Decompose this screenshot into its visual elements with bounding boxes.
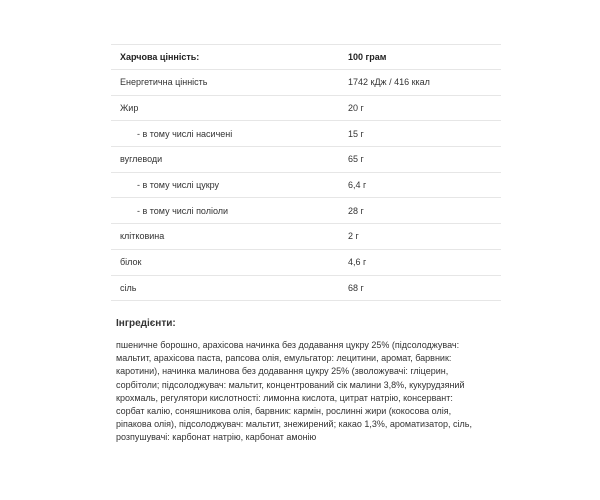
nutrition-row-fat xyxy=(111,95,501,121)
nutrition-panel xyxy=(111,44,501,301)
nutrition-row-polyols xyxy=(111,198,501,224)
nutrition-row-fiber xyxy=(111,224,501,250)
nutrient-value: 20 г xyxy=(348,103,364,114)
nutrient-name: клітковина xyxy=(120,231,165,242)
nutrient-value: 65 г xyxy=(348,154,364,165)
nutrient-value: 28 г xyxy=(348,205,364,216)
nutrient-value: 4,6 г xyxy=(348,257,367,268)
ingredients-title: Інгредієнти: xyxy=(116,318,176,329)
nutrient-name: білок xyxy=(120,257,142,268)
nutrient-value: 15 г xyxy=(348,128,364,139)
nutrition-row-salt xyxy=(111,275,501,301)
nutrient-name: вуглеводи xyxy=(120,154,163,165)
ingredients-section xyxy=(116,318,476,445)
nutrient-name: Жир xyxy=(120,103,139,114)
nutrient-value: 68 г xyxy=(348,282,364,293)
nutrition-table xyxy=(111,44,501,301)
nutrient-name: - в тому числі поліоли xyxy=(137,205,229,216)
nutrition-header-row xyxy=(111,45,501,70)
nutrition-row-sugars xyxy=(111,172,501,198)
nutrient-name: сіль xyxy=(120,282,137,293)
nutrient-name: - в тому числі насичені xyxy=(137,128,233,139)
nutrient-name: Енергетична цінність xyxy=(120,77,208,88)
nutrition-row-protein xyxy=(111,249,501,275)
nutrient-value: 2 г xyxy=(348,231,359,242)
nutrition-header-label: Харчова цінність: xyxy=(120,52,200,62)
nutrient-value: 6,4 г xyxy=(348,180,367,191)
nutrition-row-carbs xyxy=(111,147,501,173)
nutrition-header-value: 100 грам xyxy=(348,52,387,62)
nutrition-row-saturated xyxy=(111,121,501,147)
nutrient-name: - в тому числі цукру xyxy=(137,180,220,191)
nutrient-value: 1742 кДж / 416 ккал xyxy=(348,77,430,88)
ingredients-text: пшеничне борошно, арахісова начинка без додавання цукру 25% (підсолоджувач: мальтит, арахісова паста, рапсова олія, емульгатор: лецитини, аромат, барвник: каротини), начинка малинова без додавання цукру 25% (зволожувачі: гліцерин, сорбітоли; підсолоджувач: мальтит, концентрований сік малини 3,8%, кукурудзяний крохмаль, регулятори кислотності: лимонна кислота, цитрат натрію, консервант: сорбат калію, соняшникова олія, барвник: кармін, рослинні жири (кокосова олія, ріпакова олія), підсолоджувач: мальтит, знежирений; какао 1,3%, ароматизатор, сіль, розпушувачі: карбонат натрію, карбонат амонію xyxy=(116,340,472,443)
nutrition-row-energy xyxy=(111,70,501,96)
